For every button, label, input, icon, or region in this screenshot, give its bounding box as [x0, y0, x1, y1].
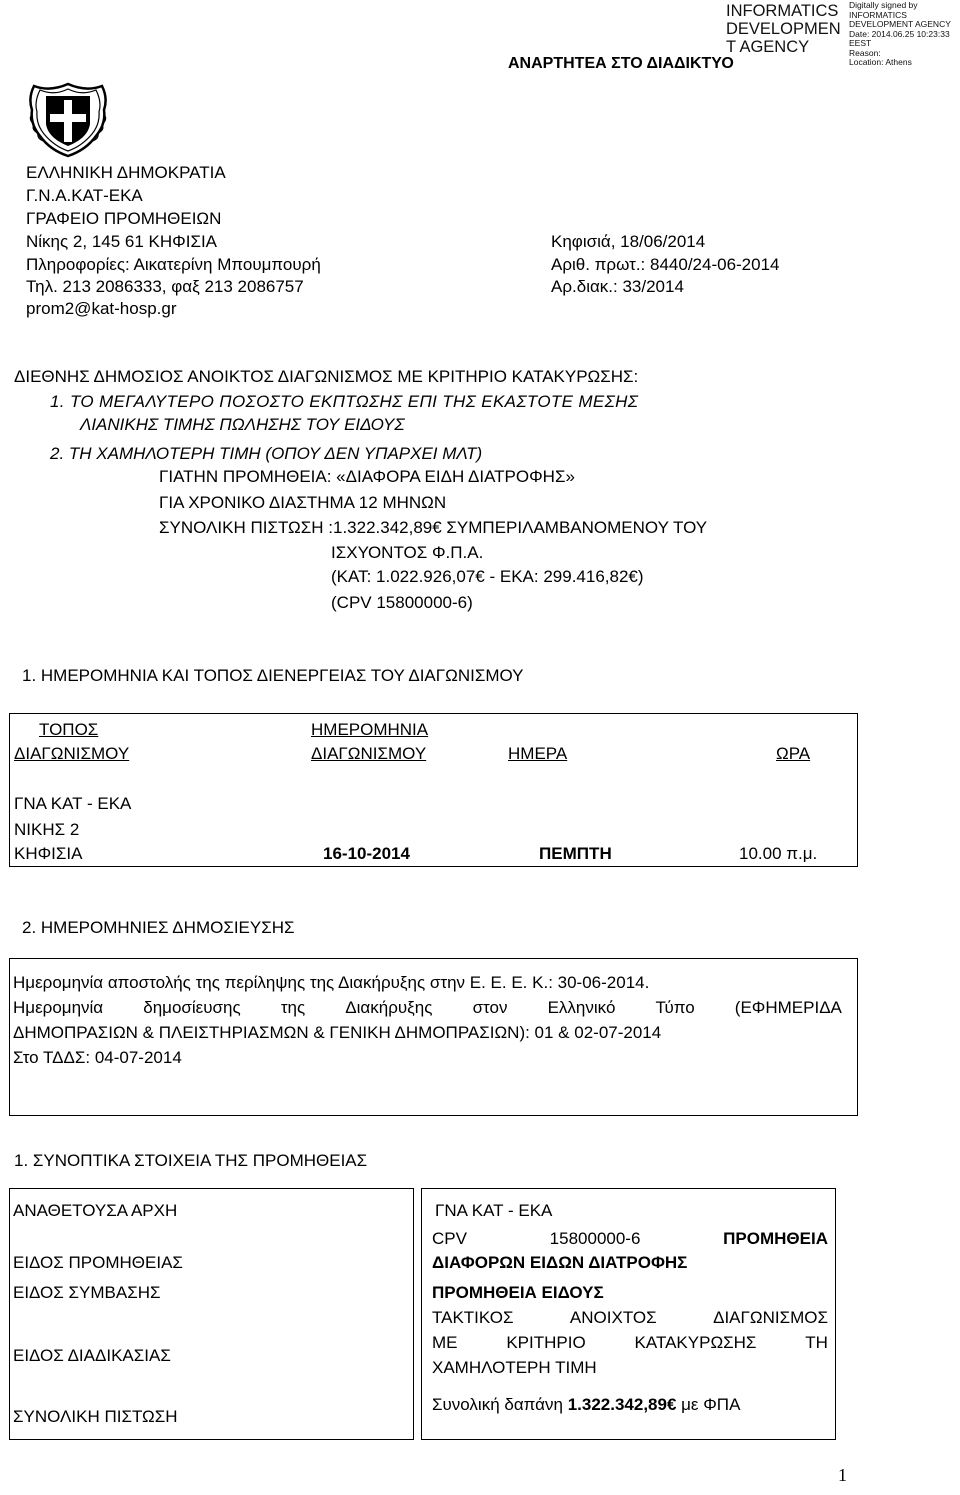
summary-label: ΕΙΔΟΣ ΔΙΑΔΙΚΑΣΙΑΣ [13, 1346, 171, 1365]
posting-note: ΑΝΑΡΤΗΤΕΑ ΣΤΟ ΔΙΑΔΙΚΤΥΟ [508, 55, 734, 72]
col-header-place: ΤΟΠΟΣ [39, 720, 99, 739]
issuer-line: Νίκης 2, 145 61 ΚΗΦΙΣΙΑ [26, 232, 218, 251]
total-amount: 1.322.342,89€ [567, 1395, 677, 1414]
word: Ελληνικό [547, 998, 616, 1017]
total-prefix: Συνολική δαπάνη [432, 1395, 568, 1414]
issuer-line: Γ.Ν.Α.ΚΑΤ-ΕΚΑ [26, 186, 143, 205]
summary-label: ΕΙΔΟΣ ΣΥΜΒΑΣΗΣ [13, 1283, 161, 1302]
publication-line: Ημερομηνία αποστολής της περίληψης της Διακήρυξης στην Ε. Ε. Ε. Κ.: 30-06-2014. [13, 973, 650, 992]
greek-emblem-icon [26, 80, 110, 158]
summary-supply-type [432, 1228, 828, 1250]
word: Διακήρυξης [345, 998, 433, 1017]
publication-line-justified [13, 997, 842, 1019]
reference-line: Κηφισιά, 18/06/2014 [551, 232, 706, 251]
summary-label: ΕΙΔΟΣ ΠΡΟΜΗΘΕΙΑΣ [13, 1253, 183, 1272]
cell-day: ΠΕΜΠΤΗ [539, 844, 612, 863]
signer-line: INFORMATICS [726, 2, 839, 20]
summary-procedure [432, 1307, 828, 1329]
cell-time: 10.00 π.μ. [739, 844, 818, 863]
word: ΤΗ [805, 1333, 828, 1352]
word: της [280, 998, 306, 1017]
tender-supply: ΓΙΑΤΗΝ ΠΡΟΜΗΘΕΙΑ: «ΔΙΑΦΟΡΑ ΕΙΔΗ ΔΙΑΤΡΟΦΗΣ» [159, 467, 575, 486]
summary-label: ΑΝΑΘΕΤΟΥΣΑ ΑΡΧΗ [13, 1201, 178, 1220]
word: CPV [432, 1229, 467, 1248]
reference-line: Αριθ. πρωτ.: 8440/24-06-2014 [551, 255, 780, 274]
cell-place: ΓΝΑ ΚΑΤ - ΕΚΑ [14, 794, 132, 813]
tender-credit: ΣΥΝΟΛΙΚΗ ΠΙΣΤΩΣΗ :1.322.342,89€ ΣΥΜΠΕΡΙΛΑΜΒΑΝΟΜΕΝΟΥ ΤΟΥ [159, 518, 708, 537]
issuer-line: Τηλ. 213 2086333, φαξ 213 2086757 [26, 277, 304, 296]
word: ΔΙΑΓΩΝΙΣΜΟΣ [713, 1308, 828, 1327]
summary-authority: ΓΝΑ ΚΑΤ - ΕΚΑ [435, 1201, 553, 1220]
summary-supply-type-cont: ΔΙΑΦΟΡΩΝ ΕΙΔΩΝ ΔΙΑΤΡΟΦΗΣ [432, 1253, 688, 1272]
cell-place: ΚΗΦΙΣΙΑ [14, 844, 83, 863]
criterion-2: 2. ΤΗ ΧΑΜΗΛΟΤΕΡΗ ΤΙΜΗ (ΟΠΟΥ ΔΕΝ ΥΠΑΡΧΕΙ ΜΛΤ) [50, 444, 483, 463]
issuer-line: Πληροφορίες: Αικατερίνη Μπουμπουρή [26, 255, 321, 274]
summary-label: ΣΥΝΟΛΙΚΗ ΠΙΣΤΩΣΗ [13, 1407, 178, 1426]
section-title: 1. ΣΥΝΟΠΤΙΚΑ ΣΤΟΙΧΕΙΑ ΤΗΣ ΠΡΟΜΗΘΕΙΑΣ [14, 1151, 368, 1170]
tender-breakdown: (ΚΑΤ: 1.022.926,07€ - ΕΚΑ: 299.416,82€) [331, 567, 644, 586]
section-title: 1. ΗΜΕΡΟΜΗΝΙΑ ΚΑΙ ΤΟΠΟΣ ΔΙΕΝΕΡΓΕΙΑΣ ΤΟΥ ΔΙΑΓΩΝΙΣΜΟΥ [22, 666, 524, 685]
summary-label-box [9, 1188, 414, 1440]
tender-schedule-table [9, 713, 858, 867]
word: ΚΡΙΤΗΡΙΟ [506, 1333, 586, 1352]
word: ΚΑΤΑΚΥΡΩΣΗΣ [634, 1333, 757, 1352]
signature-detail: EEST [849, 38, 872, 48]
word: Τύπο [655, 998, 695, 1017]
col-header-date-cont: ΔΙΑΓΩΝΙΣΜΟΥ [311, 744, 427, 763]
signature-detail: Date: 2014.06.25 10:23:33 [849, 28, 950, 39]
signature-detail: DEVELOPMENT AGENCY [849, 19, 951, 29]
summary-value-box [421, 1188, 836, 1440]
col-header-date: ΗΜΕΡΟΜΗΝΙΑ [311, 720, 429, 739]
issuer-email: prom2@kat-hosp.gr [26, 299, 177, 318]
tender-credit-cont: ΙΣΧΥΟΝΤΟΣ Φ.Π.Α. [331, 543, 484, 562]
word: (ΕΦΗΜΕΡΙΔΑ [734, 998, 842, 1017]
cell-place: ΝΙΚΗΣ 2 [14, 820, 80, 839]
summary-total [432, 1394, 740, 1416]
col-header-day: ΗΜΕΡΑ [508, 744, 568, 763]
publication-dates-box [9, 958, 858, 1116]
signature-detail: Reason: [849, 47, 881, 58]
section-title: 2. ΗΜΕΡΟΜΗΝΙΕΣ ΔΗΜΟΣΙΕΥΣΗΣ [22, 918, 295, 937]
signer-line: T AGENCY [726, 38, 810, 56]
col-header-place-cont: ΔΙΑΓΩΝΙΣΜΟΥ [14, 744, 130, 763]
word: ΠΡΟΜΗΘΕΙΑ [723, 1229, 828, 1248]
word: ΤΑΚΤΙΚΟΣ [432, 1308, 514, 1327]
publication-line: Στο ΤΔΔΣ: 04-07-2014 [13, 1048, 182, 1067]
page-number: 1 [838, 1465, 847, 1485]
signature-details [849, 1, 951, 68]
reference-line: Αρ.διακ.: 33/2014 [551, 277, 684, 296]
signer-line: DEVELOPMEN [726, 20, 841, 38]
signature-signer-name [726, 2, 841, 56]
signature-detail: INFORMATICS [849, 9, 907, 20]
tender-cpv: (CPV 15800000-6) [331, 593, 473, 612]
word: δημοσίευσης [143, 998, 241, 1017]
word: ΜΕ [432, 1333, 458, 1352]
criterion-1-cont: ΛΙΑΝΙΚΗΣ ΤΙΜΗΣ ΠΩΛΗΣΗΣ ΤΟΥ ΕΙΔΟΥΣ [80, 415, 405, 434]
word: στον [472, 998, 508, 1017]
signature-detail: Digitally signed by [849, 0, 918, 10]
word: Ημερομηνία [13, 998, 104, 1017]
word: ΑΝΟΙΧΤΟΣ [569, 1308, 657, 1327]
tender-heading: ΔΙΕΘΝΗΣ ΔΗΜΟΣΙΟΣ ΑΝΟΙΚΤΟΣ ΔΙΑΓΩΝΙΣΜΟΣ ΜΕ ΚΡΙΤΗΡΙΟ ΚΑΤΑΚΥΡΩΣΗΣ: [14, 367, 639, 386]
publication-line: ΔΗΜΟΠΡΑΣΙΩΝ & ΠΛΕΙΣΤΗΡΙΑΣΜΩΝ & ΓΕΝΙΚΗ ΔΗΜΟΠΡΑΣΙΩΝ): 01 & 02-07-2014 [13, 1023, 662, 1042]
criterion-1: 1. ΤΟ ΜΕΓΑΛΥΤΕΡΟ ΠΟΣΟΣΤΟ ΕΚΠΤΩΣΗΣ ΕΠΙ ΤΗΣ ΕΚΑΣΤΟΤΕ ΜΕΣΗΣ [50, 392, 639, 411]
tender-period: ΓΙΑ ΧΡΟΝΙΚΟ ΔΙΑΣΤΗΜΑ 12 ΜΗΝΩΝ [159, 493, 447, 512]
issuer-line: ΕΛΛΗΝΙΚΗ ΔΗΜΟΚΡΑΤΙΑ [26, 163, 226, 182]
word: 15800000-6 [549, 1229, 641, 1248]
summary-contract-type: ΠΡΟΜΗΘΕΙΑ ΕΙΔΟΥΣ [432, 1283, 604, 1302]
total-suffix: με ΦΠΑ [676, 1395, 741, 1414]
issuer-line: ΓΡΑΦΕΙΟ ΠΡΟΜΗΘΕΙΩΝ [26, 209, 222, 228]
summary-procedure-cont: ΧΑΜΗΛΟΤΕΡΗ ΤΙΜΗ [432, 1358, 597, 1377]
col-header-time: ΩΡΑ [776, 744, 811, 763]
cell-date: 16-10-2014 [323, 844, 410, 863]
summary-procedure-cont [432, 1332, 828, 1354]
signature-detail: Location: Athens [849, 57, 912, 67]
